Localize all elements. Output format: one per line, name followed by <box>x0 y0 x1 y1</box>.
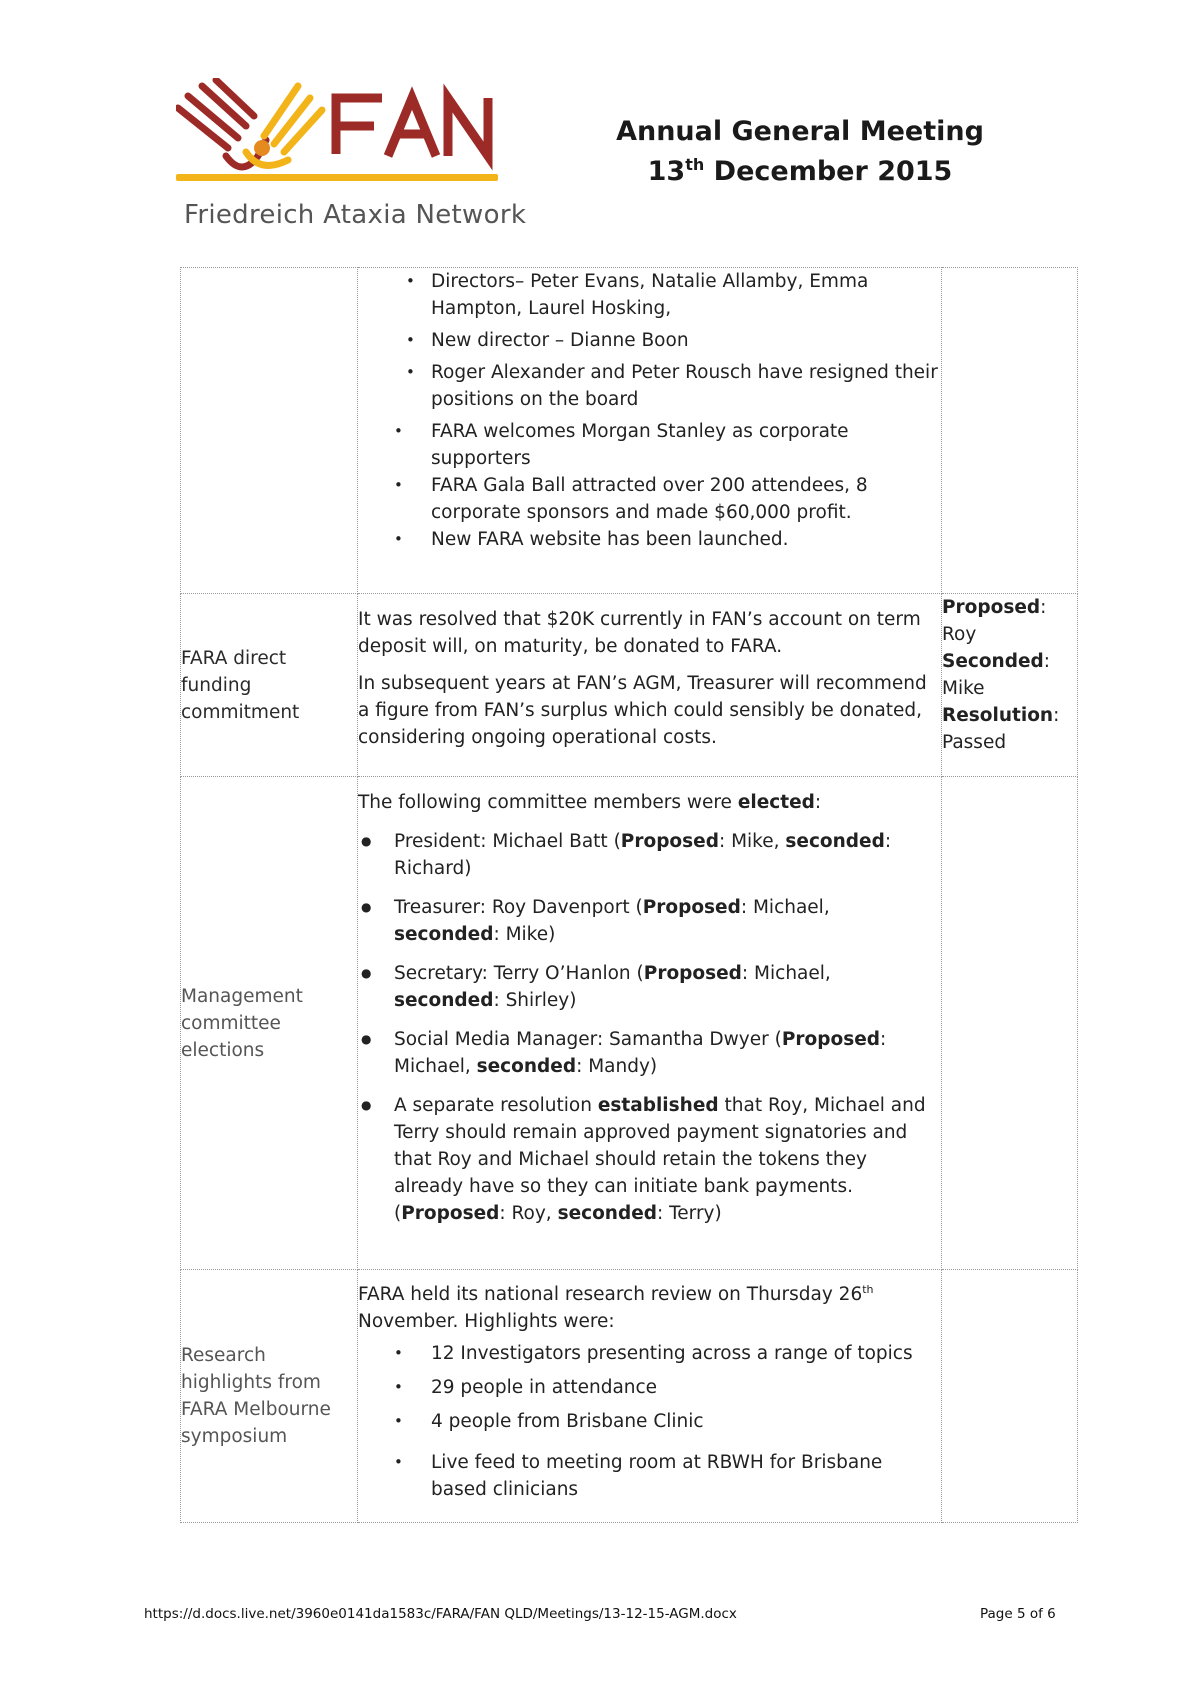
table-row <box>181 1270 1078 1523</box>
content-cell <box>358 777 942 1270</box>
votes-cell <box>942 777 1078 1270</box>
resolution-value: Passed <box>942 732 1007 753</box>
logo-subtitle: Friedreich Ataxia Network <box>184 200 527 230</box>
seconded-value: Mike <box>942 678 985 699</box>
title-month-year: December 2015 <box>713 156 953 187</box>
footer-path: https://d.docs.live.net/3960e0141da1583c/FARA/FAN QLD/Meetings/13-12-15-AGM.docx <box>144 1606 737 1622</box>
list-item: • New FARA website has been launched. <box>358 526 941 553</box>
list-item: ● Treasurer: Roy Davenport (Proposed: Michael, seconded: Mike) <box>358 894 941 948</box>
title-line-2 <box>600 152 1000 192</box>
list-item: • New director – Dianne Boon <box>358 327 941 354</box>
title-line-1: Annual General Meeting <box>616 116 984 147</box>
elections-list <box>358 828 941 1227</box>
resolution-paragraph: It was resolved that $20K currently in FAN’s account on term deposit will, on maturity, be donated to FARA. <box>358 609 921 657</box>
list-item: • 12 Investigators presenting across a range of topics <box>358 1340 941 1367</box>
seconded-label: Seconded <box>942 651 1044 672</box>
topic-cell <box>181 594 358 777</box>
votes-cell: Proposed: Roy Seconded: Mike Resolution: Passed <box>942 594 1078 777</box>
list-item: • Live feed to meeting room at RBWH for Brisbane based clinicians <box>358 1449 941 1503</box>
hands-logo-icon <box>176 78 536 198</box>
page-number: Page 5 of 6 <box>980 1606 1056 1622</box>
title-day: 13 <box>647 156 686 187</box>
topic-cell <box>181 1270 358 1523</box>
votes-cell <box>942 268 1078 594</box>
table-row <box>181 777 1078 1270</box>
list-item: • 29 people in attendance <box>358 1374 941 1401</box>
elections-intro: The following committee members were elected: <box>358 792 822 813</box>
table-row <box>181 594 1078 777</box>
table-row <box>181 268 1078 594</box>
topic-label: Management committee elections <box>181 985 303 1061</box>
list-item: • FARA Gala Ball attracted over 200 attendees, 8 corporate sponsors and made $60,000 profit. <box>358 472 941 526</box>
title-day-suffix: th <box>685 155 705 174</box>
content-cell <box>358 268 942 594</box>
list-item: ● Secretary: Terry O’Hanlon (Proposed: Michael, seconded: Shirley) <box>358 960 941 1014</box>
fan-logo <box>176 78 536 238</box>
list-item: • Directors– Peter Evans, Natalie Allamby, Emma Hampton, Laurel Hosking, <box>358 268 941 322</box>
topic-cell <box>181 268 358 594</box>
list-item: ● Social Media Manager: Samantha Dwyer (Proposed: Michael, seconded: Mandy) <box>358 1026 941 1080</box>
resolution-paragraph: In subsequent years at FAN’s AGM, Treasurer will recommend a figure from FAN’s surplus which could sensibly be donated, considering ongoing operational costs. <box>358 673 927 748</box>
content-cell <box>358 1270 942 1523</box>
resolution-label: Resolution <box>942 705 1054 726</box>
topic-label: Research highlights from FARA Melbourne symposium <box>181 1345 331 1447</box>
proposed-value: Roy <box>942 624 977 645</box>
research-intro: FARA held its national research review on Thursday 26th November. Highlights were: <box>358 1283 874 1333</box>
minutes-table <box>180 267 1078 1523</box>
proposed-label: Proposed <box>942 597 1041 618</box>
sub-bullet-list <box>358 268 941 413</box>
research-list <box>358 1340 941 1503</box>
list-item: • Roger Alexander and Peter Rousch have resigned their positions on the board <box>358 359 941 413</box>
meeting-title <box>600 112 1000 192</box>
bullet-list <box>358 418 941 553</box>
votes-cell <box>942 1270 1078 1523</box>
list-item: • 4 people from Brisbane Clinic <box>358 1408 941 1435</box>
topic-cell <box>181 777 358 1270</box>
content-cell <box>358 594 942 777</box>
list-item: ● A separate resolution established that Roy, Michael and Terry should remain approved payment signatories and that Roy and Michael should retain the tokens they already have so they can initiate bank payments. (Proposed: Roy, seconded: Terry) <box>358 1092 941 1227</box>
list-item: • FARA welcomes Morgan Stanley as corporate supporters <box>358 418 941 472</box>
topic-label: FARA direct funding commitment <box>181 647 300 723</box>
list-item: ● President: Michael Batt (Proposed: Mike, seconded: Richard) <box>358 828 941 882</box>
